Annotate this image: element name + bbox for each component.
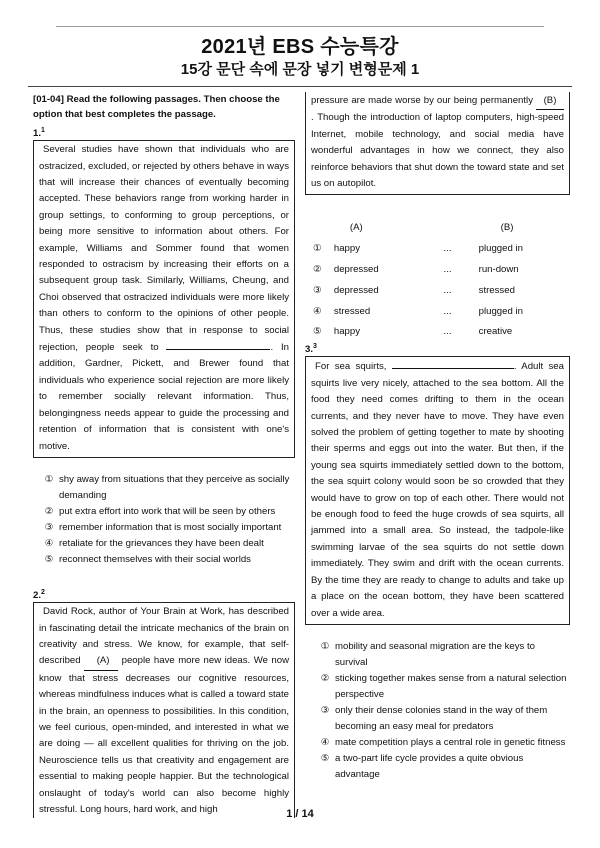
question-2-options (313, 217, 570, 342)
option-separator: ... (443, 284, 452, 296)
answer-option[interactable] (39, 536, 295, 552)
answer-option[interactable] (313, 238, 570, 259)
passage-text: . In addition, Gardner, Pickett, and Brewer found that individuals who experience social rejection are more likely to remember socially relevant information. Thus, belongingness needs appear to guide the processing and retention of information that is consistent with one's motive. (39, 342, 289, 452)
option-number: ③ (320, 704, 330, 716)
answer-option[interactable] (315, 703, 570, 735)
question-3-number: 3.$^3$ (305, 343, 317, 356)
answer-option[interactable] (315, 735, 570, 751)
option-number: ② (313, 263, 322, 275)
question-3-passage (305, 356, 570, 625)
option-b-text: plugged in (478, 243, 523, 255)
option-text: sticking together makes sense from a natural selection perspective (335, 672, 567, 700)
page-number: 1 / 14 (286, 808, 314, 820)
answer-option[interactable] (315, 639, 570, 671)
answer-option[interactable] (315, 751, 570, 783)
option-number: ⑤ (44, 553, 54, 565)
option-number: ④ (320, 736, 330, 748)
question-2-passage-cont (305, 92, 570, 195)
option-number: ② (44, 505, 54, 517)
page-title: 2021년 EBS 수능특강 (201, 36, 399, 58)
passage-text: . Though the introduction of laptop computers, high-speed Internet, mobile technology, and social media have wonderful advantages in how we connect, they also reinforce behaviors that shut down the toward state and set us on autopilot. (311, 112, 564, 190)
option-number: ③ (44, 521, 54, 533)
options-header (313, 217, 570, 238)
question-2-number: 2.$^2$ (33, 588, 45, 602)
answer-option[interactable] (39, 520, 295, 536)
option-a-text: depressed (333, 263, 379, 275)
option-b-text: stressed (478, 284, 515, 296)
option-b-text: run-down (478, 263, 519, 275)
answer-option[interactable] (39, 552, 295, 568)
option-separator: ... (443, 263, 452, 275)
right-column (305, 92, 570, 783)
column-a-header: (A) (349, 222, 363, 234)
question-3-options (305, 639, 570, 783)
question-1-number: 1.$^1$ (33, 127, 45, 140)
option-text: shy away from situations that they perceive as socially demanding (59, 473, 290, 501)
answer-option[interactable] (313, 301, 570, 322)
option-number: ③ (313, 284, 322, 296)
question-2-passage (33, 602, 295, 818)
option-number: ④ (313, 305, 322, 317)
option-number: ① (44, 473, 54, 485)
answer-blank (166, 339, 270, 350)
blank-b: (B) (536, 93, 564, 110)
option-separator: ... (443, 326, 452, 338)
top-rule (56, 26, 544, 27)
option-a-text: depressed (333, 284, 379, 296)
blank-a: (A) (84, 653, 118, 670)
header-rule (28, 86, 572, 87)
option-text: mobility and seasonal migration are the keys to survival (335, 640, 535, 668)
answer-option[interactable] (313, 280, 570, 301)
option-text: reconnect themselves with their social worlds (59, 553, 251, 565)
answer-option[interactable] (315, 671, 570, 703)
option-a-text: happy (333, 326, 361, 338)
option-text: a two-part life cycle provides a quite obvious advantage (335, 752, 524, 780)
answer-option[interactable] (39, 472, 295, 504)
option-text: remember information that is most socially important (59, 521, 282, 533)
option-a-text: happy (333, 243, 361, 255)
instruction: [01-04] Read the following passages. Then choose the option that best completes the passage. (33, 94, 280, 120)
option-a-text: stressed (333, 305, 371, 317)
answer-option[interactable] (313, 259, 570, 280)
passage-text: David Rock, author of Your Brain at Work, has described in fascinating detail the intricate mechanics of the brain on creativity and stress. We know, for example, that self-described (39, 606, 289, 667)
answer-option[interactable] (39, 504, 295, 520)
left-column (33, 92, 295, 818)
option-text: put extra effort into work that will be seen by others (59, 505, 276, 517)
passage-text: people have more new ideas. We now know that stress decreases our cognitive resources, whereas mindfulness induces what is called a toward state in the brain, an openness to possibilities. In this condition, we feel curious, open-minded, and interested in what we are doing — all excellent qualities for thriving on the job. Neuroscience tells us that creativity and engagement are essential to making people happier. But the technological onslaught of today's world can also become highly stressful. Long hours, hard work, and high (39, 655, 290, 815)
answer-blank (392, 358, 514, 369)
page-subtitle: 15강 문단 속에 문장 넣기 변형문제 1 (180, 61, 420, 78)
option-number: ① (320, 640, 330, 652)
option-number: ① (313, 243, 322, 255)
passage-text: pressure are made worse by our being permanently (311, 95, 533, 106)
option-b-text: plugged in (478, 305, 523, 317)
option-number: ⑤ (320, 752, 330, 764)
option-separator: ... (443, 305, 452, 317)
passage-text: For sea squirts, (315, 361, 387, 373)
option-text: mate competition plays a central role in genetic fitness (335, 736, 566, 748)
option-number: ④ (44, 537, 54, 549)
answer-option[interactable] (313, 321, 570, 342)
option-text: retaliate for the grievances they have been dealt (59, 537, 264, 549)
passage-text: Several studies have shown that individuals who are ostracized, excluded, or rejected by others behave in ways that will increase their chances of eventually becoming accepted. These behaviors range from working harder in group settings, to conforming to group perceptions, or being more sensitive to information about others. For example, Williams and Sommer found that women responded to ostracism by increasing their efforts on a subsequent group task. Similarly, Williams, Cheung, and Choi observed that ostracized individuals were more likely than others to conform to the opinions of other people. Thus, these studies show that in response to social rejection, people seek to (39, 144, 289, 354)
option-number: ⑤ (313, 326, 322, 338)
option-number: ② (320, 672, 330, 684)
question-1-options (33, 472, 295, 568)
option-b-text: creative (478, 326, 513, 338)
option-text: only their dense colonies stand in the way of them becoming an easy meal for predators (335, 704, 548, 732)
option-separator: ... (443, 243, 452, 255)
question-1-passage (33, 140, 295, 458)
passage-text: . Adult sea squirts live very nicely, attached to the sea bottom. All the food they need comes drifting to them in the ocean currents, and they never have to move. They have even solved the problem of getting together to mate by shooting their sperms and eggs out into the water. But then, if the young sea squirts immediately settled down to the bottom, the sea squirt colony would soon be so crowded that they would have to grow on top of each other. There would not be enough food to feed the huge crowds of sea squirts, all jammed into a small area. So instead, the tadpole-like swimming larvae of the sea squirts do not settle down immediately. They swim and drift with the ocean currents. By the time they are ready to change to adults and take up a place on the ocean bottom, they have been scattered over a wide area. (311, 361, 564, 619)
column-b-header: (B) (500, 222, 514, 234)
